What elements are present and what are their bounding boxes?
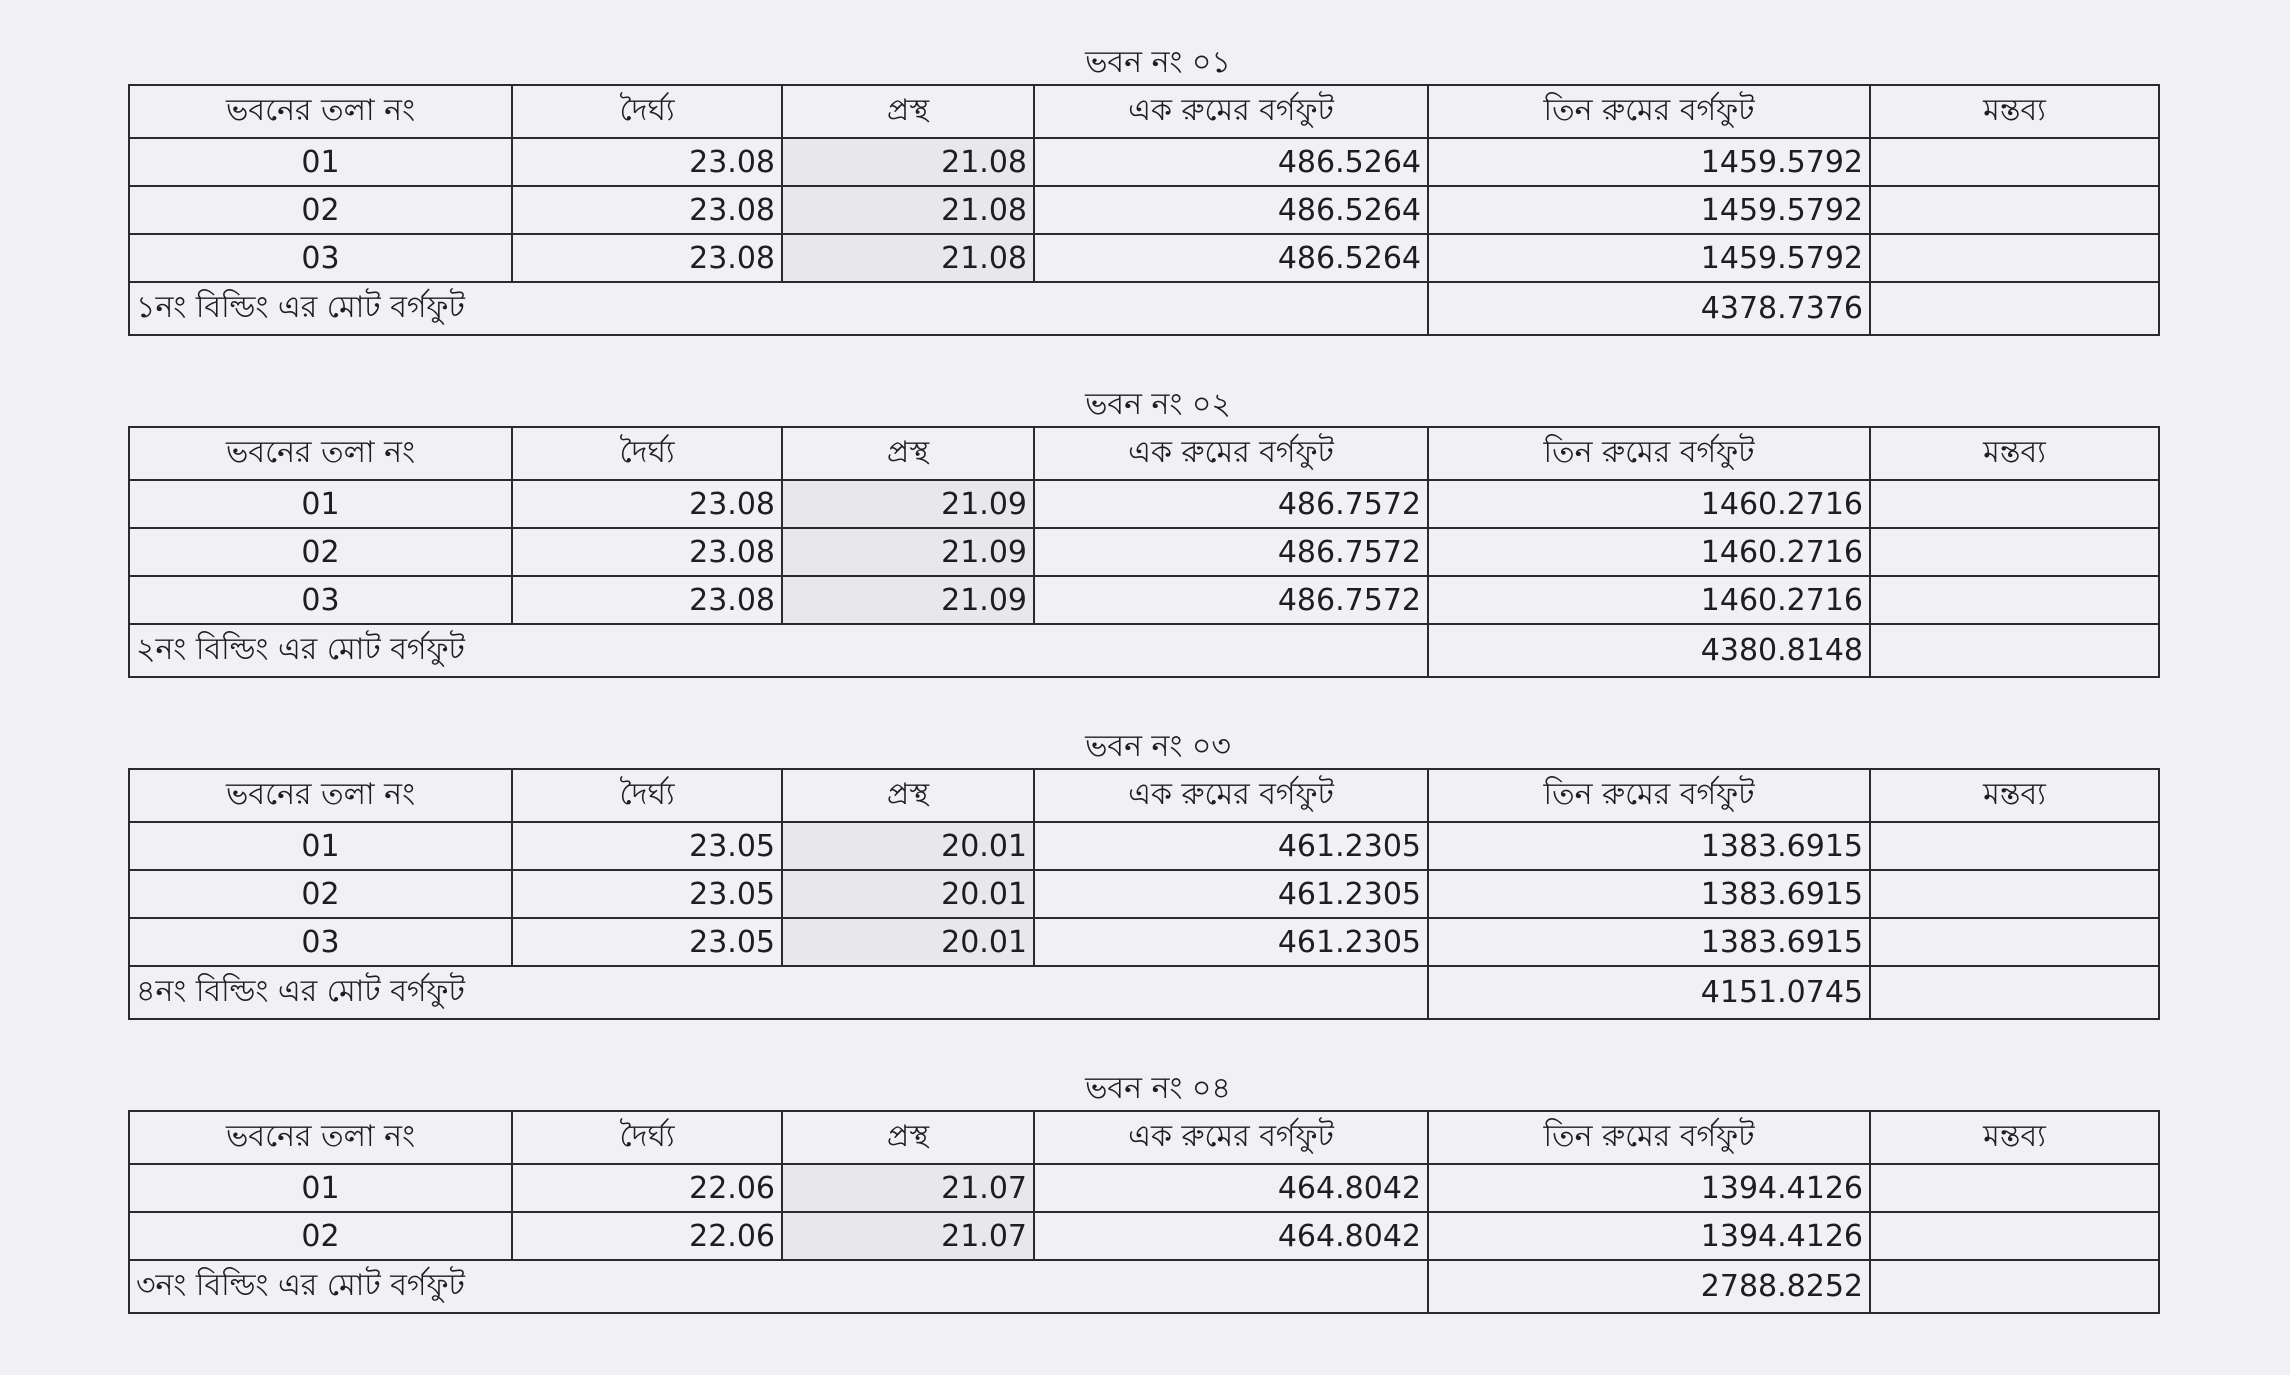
three-room-cell: 1394.4126 [1428, 1212, 1870, 1260]
width-cell: 21.09 [782, 480, 1034, 528]
total-remarks [1870, 282, 2159, 335]
three-room-cell: 1460.2716 [1428, 480, 1870, 528]
remarks-cell [1870, 234, 2159, 282]
total-label: ২নং বিল্ডিং এর মোট বর্গফুট [129, 624, 1428, 677]
building-table [128, 426, 2160, 678]
total-value: 2788.8252 [1428, 1260, 1870, 1313]
header-one-room: এক রুমের বর্গফুট [1034, 769, 1428, 822]
floor-cell: 02 [129, 1212, 512, 1260]
building-table [128, 1110, 2160, 1314]
table-row [129, 1164, 2159, 1212]
total-value: 4378.7376 [1428, 282, 1870, 335]
length-cell: 23.08 [512, 480, 782, 528]
one-room-cell: 486.5264 [1034, 186, 1428, 234]
header-remarks: মন্তব্য [1870, 85, 2159, 138]
header-width: প্রস্থ [782, 1111, 1034, 1164]
floor-cell: 03 [129, 234, 512, 282]
building-section [128, 384, 2158, 678]
header-width: প্রস্থ [782, 85, 1034, 138]
one-room-cell: 464.8042 [1034, 1164, 1428, 1212]
table-row [129, 186, 2159, 234]
one-room-cell: 461.2305 [1034, 822, 1428, 870]
remarks-cell [1870, 528, 2159, 576]
building-title: ভবন নং ০৪ [1085, 1071, 1231, 1106]
floor-cell: 01 [129, 1164, 512, 1212]
table-row [129, 870, 2159, 918]
header-one-room: এক রুমের বর্গফুট [1034, 427, 1428, 480]
length-cell: 22.06 [512, 1164, 782, 1212]
floor-cell: 03 [129, 576, 512, 624]
floor-cell: 01 [129, 480, 512, 528]
one-room-cell: 464.8042 [1034, 1212, 1428, 1260]
length-cell: 23.08 [512, 186, 782, 234]
table-row [129, 234, 2159, 282]
building-table [128, 768, 2160, 1020]
building-title: ভবন নং ০১ [1085, 45, 1231, 80]
total-value: 4151.0745 [1428, 966, 1870, 1019]
remarks-cell [1870, 1212, 2159, 1260]
header-length: দৈর্ঘ্য [512, 85, 782, 138]
floor-cell: 01 [129, 138, 512, 186]
width-cell: 21.08 [782, 186, 1034, 234]
header-row [129, 1111, 2159, 1164]
table-row [129, 480, 2159, 528]
total-row [129, 624, 2159, 677]
header-remarks: মন্তব্য [1870, 769, 2159, 822]
remarks-cell [1870, 576, 2159, 624]
width-cell: 21.08 [782, 138, 1034, 186]
header-width: প্রস্থ [782, 427, 1034, 480]
width-cell: 21.07 [782, 1212, 1034, 1260]
floor-cell: 02 [129, 186, 512, 234]
one-room-cell: 486.5264 [1034, 234, 1428, 282]
length-cell: 23.08 [512, 528, 782, 576]
width-cell: 21.09 [782, 576, 1034, 624]
one-room-cell: 486.7572 [1034, 480, 1428, 528]
width-cell: 20.01 [782, 870, 1034, 918]
header-one-room: এক রুমের বর্গফুট [1034, 1111, 1428, 1164]
three-room-cell: 1394.4126 [1428, 1164, 1870, 1212]
table-row [129, 576, 2159, 624]
header-row [129, 427, 2159, 480]
three-room-cell: 1459.5792 [1428, 234, 1870, 282]
building-section [128, 726, 2158, 1020]
remarks-cell [1870, 186, 2159, 234]
three-room-cell: 1459.5792 [1428, 186, 1870, 234]
header-width: প্রস্থ [782, 769, 1034, 822]
total-row [129, 966, 2159, 1019]
total-row [129, 1260, 2159, 1313]
total-remarks [1870, 1260, 2159, 1313]
total-label: ১নং বিল্ডিং এর মোট বর্গফুট [129, 282, 1428, 335]
header-length: দৈর্ঘ্য [512, 427, 782, 480]
building-section [128, 42, 2158, 336]
header-three-room: তিন রুমের বর্গফুট [1428, 769, 1870, 822]
three-room-cell: 1460.2716 [1428, 576, 1870, 624]
length-cell: 23.08 [512, 576, 782, 624]
header-floor: ভবনের তলা নং [129, 1111, 512, 1164]
header-three-room: তিন রুমের বর্গফুট [1428, 427, 1870, 480]
one-room-cell: 461.2305 [1034, 918, 1428, 966]
length-cell: 23.08 [512, 138, 782, 186]
header-length: দৈর্ঘ্য [512, 1111, 782, 1164]
header-floor: ভবনের তলা নং [129, 427, 512, 480]
length-cell: 23.05 [512, 822, 782, 870]
total-remarks [1870, 624, 2159, 677]
length-cell: 22.06 [512, 1212, 782, 1260]
one-room-cell: 486.7572 [1034, 576, 1428, 624]
header-three-room: তিন রুমের বর্গফুট [1428, 85, 1870, 138]
remarks-cell [1870, 822, 2159, 870]
floor-cell: 02 [129, 528, 512, 576]
one-room-cell: 486.5264 [1034, 138, 1428, 186]
table-row [129, 1212, 2159, 1260]
three-room-cell: 1460.2716 [1428, 528, 1870, 576]
width-cell: 21.09 [782, 528, 1034, 576]
remarks-cell [1870, 138, 2159, 186]
width-cell: 21.07 [782, 1164, 1034, 1212]
table-row [129, 528, 2159, 576]
table-row [129, 138, 2159, 186]
header-floor: ভবনের তলা নং [129, 85, 512, 138]
length-cell: 23.05 [512, 918, 782, 966]
header-row [129, 85, 2159, 138]
building-title: ভবন নং ০৩ [1085, 729, 1231, 764]
header-remarks: মন্তব্য [1870, 427, 2159, 480]
floor-cell: 02 [129, 870, 512, 918]
length-cell: 23.05 [512, 870, 782, 918]
header-three-room: তিন রুমের বর্গফুট [1428, 1111, 1870, 1164]
remarks-cell [1870, 918, 2159, 966]
building-section [128, 1068, 2158, 1314]
length-cell: 23.08 [512, 234, 782, 282]
building-table [128, 84, 2160, 336]
width-cell: 20.01 [782, 918, 1034, 966]
remarks-cell [1870, 1164, 2159, 1212]
total-row [129, 282, 2159, 335]
one-room-cell: 461.2305 [1034, 870, 1428, 918]
building-title: ভবন নং ০২ [1085, 387, 1231, 422]
floor-cell: 03 [129, 918, 512, 966]
one-room-cell: 486.7572 [1034, 528, 1428, 576]
header-one-room: এক রুমের বর্গফুট [1034, 85, 1428, 138]
three-room-cell: 1383.6915 [1428, 918, 1870, 966]
three-room-cell: 1383.6915 [1428, 822, 1870, 870]
header-floor: ভবনের তলা নং [129, 769, 512, 822]
remarks-cell [1870, 480, 2159, 528]
three-room-cell: 1459.5792 [1428, 138, 1870, 186]
total-remarks [1870, 966, 2159, 1019]
three-room-cell: 1383.6915 [1428, 870, 1870, 918]
width-cell: 20.01 [782, 822, 1034, 870]
header-remarks: মন্তব্য [1870, 1111, 2159, 1164]
header-row [129, 769, 2159, 822]
total-label: ৩নং বিল্ডিং এর মোট বর্গফুট [129, 1260, 1428, 1313]
floor-cell: 01 [129, 822, 512, 870]
table-row [129, 918, 2159, 966]
total-value: 4380.8148 [1428, 624, 1870, 677]
total-label: ৪নং বিল্ডিং এর মোট বর্গফুট [129, 966, 1428, 1019]
remarks-cell [1870, 870, 2159, 918]
table-row [129, 822, 2159, 870]
header-length: দৈর্ঘ্য [512, 769, 782, 822]
width-cell: 21.08 [782, 234, 1034, 282]
